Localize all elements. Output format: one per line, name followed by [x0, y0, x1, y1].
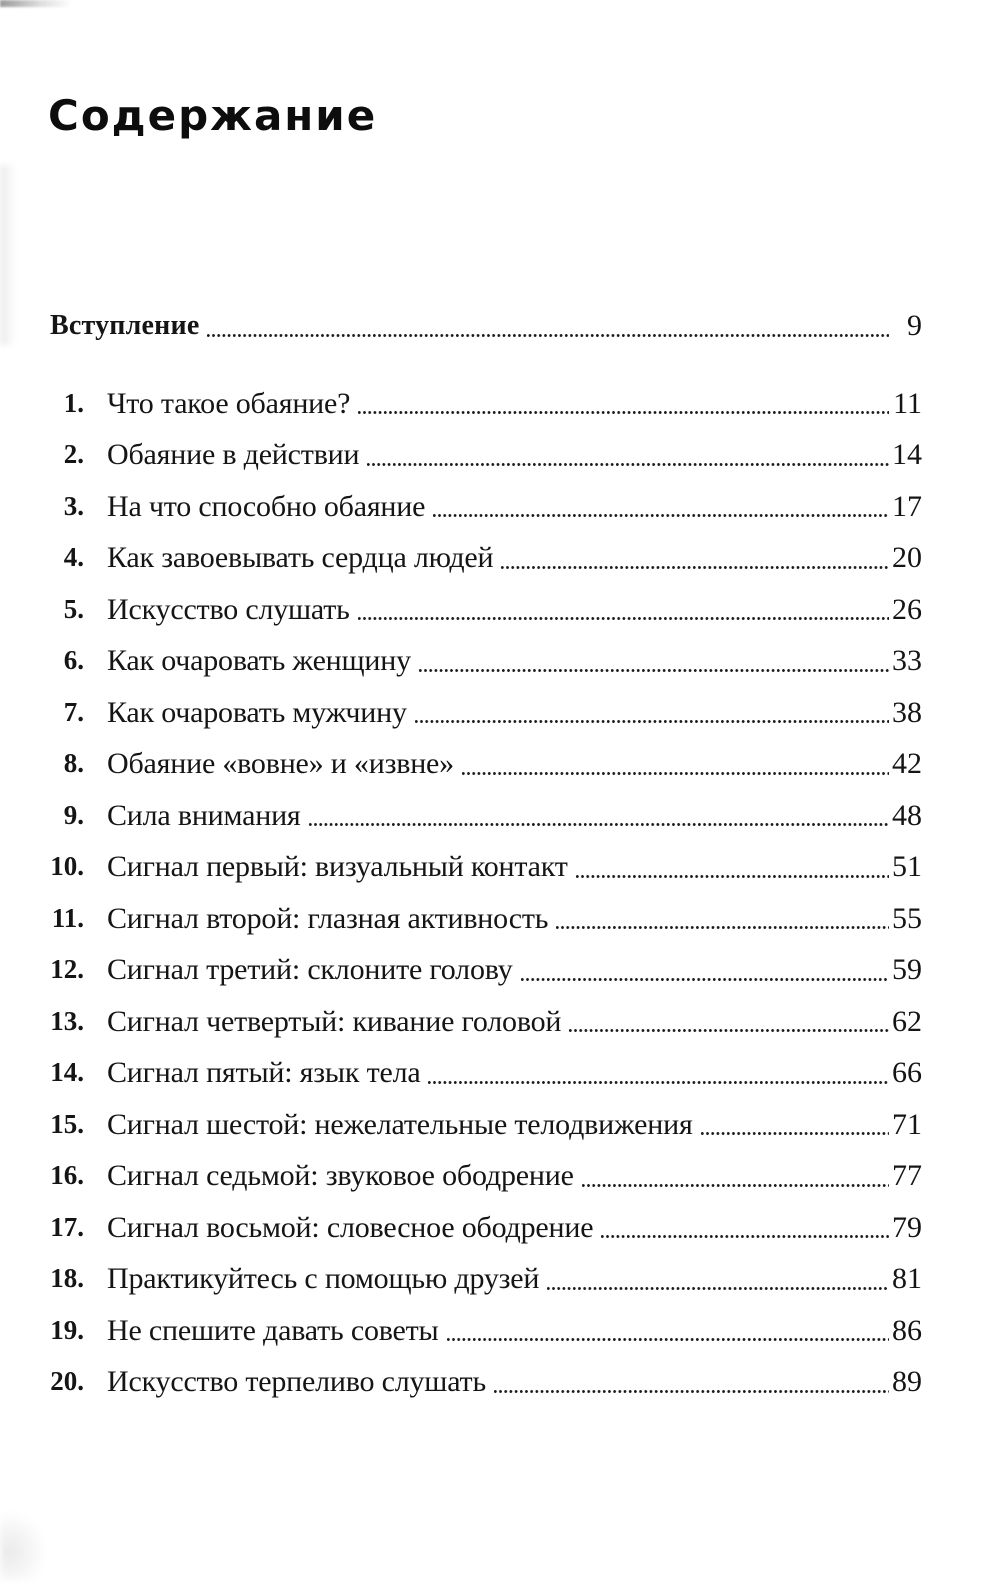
toc-entry-number: 14. — [50, 1057, 84, 1087]
toc-entry-title: Искусство терпеливо слушать — [107, 1365, 486, 1398]
toc-intro-label: Вступление — [50, 310, 200, 341]
dotted-leader — [568, 841, 892, 893]
toc-entry-title: Как завоевывать сердца людей — [107, 541, 494, 574]
toc-entry-row — [44, 429, 922, 481]
dotted-leader — [439, 1305, 892, 1357]
toc-entry-page-number: 20 — [892, 541, 922, 574]
dotted-leader — [359, 429, 892, 481]
toc-entry-title: Что такое обаяние? — [107, 386, 351, 420]
toc-entry-number: 16. — [50, 1160, 84, 1190]
toc-entry-title: Сигнал третий: склоните голову — [107, 953, 513, 986]
scan-artifact-top-left — [0, 0, 72, 7]
toc-entry-page-number: 55 — [892, 901, 922, 935]
dotted-leader — [693, 1099, 892, 1151]
toc-entry-page-number: 89 — [892, 1365, 922, 1398]
toc-entry-row — [44, 944, 922, 996]
toc-intro-row — [44, 300, 922, 352]
page-title: Содержание — [48, 91, 378, 140]
dotted-leader — [411, 635, 892, 687]
toc-entry-number: 19. — [50, 1314, 84, 1345]
toc-entry-page-number: 17 — [892, 489, 922, 523]
toc-entry-page-number: 48 — [892, 798, 922, 832]
dotted-leader — [513, 944, 893, 996]
toc-entry-title: Сигнал седьмой: звуковое ободрение — [107, 1159, 574, 1192]
dotted-leader — [301, 790, 892, 842]
toc-entry-title: Сила внимания — [107, 798, 301, 832]
dotted-leader — [407, 687, 892, 739]
toc-entry-title: Сигнал пятый: язык тела — [107, 1056, 421, 1089]
toc-entry-page-number: 26 — [892, 592, 922, 626]
dotted-leader — [539, 1253, 892, 1305]
toc-entry-number: 11. — [51, 902, 84, 933]
toc-entry-number: 13. — [50, 1005, 84, 1036]
dotted-leader — [548, 893, 892, 945]
toc-entry-row — [44, 1047, 922, 1099]
toc-entry-title: Обаяние «вовне» и «извне» — [107, 747, 454, 780]
toc-entry-number: 17. — [50, 1211, 84, 1242]
toc-entry-title: Сигнал первый: визуальный контакт — [107, 850, 568, 883]
toc-entry-row — [44, 378, 922, 430]
toc-entry-title: Не спешите давать советы — [107, 1313, 439, 1347]
table-of-contents — [44, 300, 922, 1408]
dotted-leader — [593, 1202, 892, 1254]
toc-entry-number: 7. — [63, 696, 84, 727]
toc-entry-row — [44, 687, 922, 739]
toc-entry-row — [44, 635, 922, 687]
toc-entry-page-number: 71 — [892, 1107, 922, 1141]
toc-entry-row — [44, 1356, 922, 1408]
toc-entry-number: 3. — [63, 490, 84, 521]
toc-entry-page-number: 66 — [892, 1056, 922, 1089]
dotted-leader — [574, 1150, 892, 1202]
toc-entry-number: 9. — [63, 799, 84, 830]
toc-entry-title: Сигнал восьмой: словесное ободрение — [107, 1210, 594, 1244]
toc-entry-row — [44, 996, 922, 1048]
dotted-leader — [561, 996, 892, 1048]
toc-entry-page-number: 79 — [892, 1210, 922, 1244]
scan-artifact-bottom-left — [0, 1510, 48, 1580]
toc-entry-page-number: 81 — [892, 1262, 922, 1295]
toc-entry-title: Как очаровать женщину — [107, 644, 411, 677]
toc-entry-page-number: 33 — [892, 644, 922, 677]
toc-entry-page-number: 42 — [892, 747, 922, 780]
toc-entry-row — [44, 1099, 922, 1151]
dotted-leader — [454, 738, 892, 790]
toc-entry-row — [44, 1253, 922, 1305]
toc-entry-row — [44, 1150, 922, 1202]
toc-entry-number: 10. — [50, 851, 84, 881]
toc-entry-page-number: 59 — [892, 953, 922, 986]
toc-entry-title: Искусство слушать — [107, 592, 350, 626]
toc-entry-row — [44, 481, 922, 533]
toc-entry-title: Практикуйтесь с помощью друзей — [107, 1262, 540, 1295]
toc-entry-row — [44, 584, 922, 636]
toc-entry-page-number: 38 — [892, 695, 922, 729]
toc-entry-row — [44, 1202, 922, 1254]
dotted-leader — [486, 1356, 892, 1408]
toc-entry-number: 8. — [63, 748, 84, 778]
toc-entry-page-number: 86 — [892, 1313, 922, 1347]
toc-entry-title: На что способно обаяние — [107, 489, 426, 523]
dotted-leader — [350, 584, 892, 636]
toc-entry-list — [44, 378, 922, 1408]
toc-entry-page-number: 62 — [892, 1004, 922, 1038]
toc-entry-number: 18. — [50, 1263, 84, 1293]
toc-entry-number: 2. — [63, 439, 84, 469]
toc-entry-number: 12. — [50, 954, 84, 984]
toc-entry-number: 6. — [63, 645, 84, 675]
dotted-leader — [493, 532, 892, 584]
toc-entry-title: Сигнал четвертый: кивание головой — [107, 1004, 562, 1038]
dotted-leader — [199, 300, 892, 352]
toc-entry-row — [44, 841, 922, 893]
toc-entry-number: 15. — [50, 1108, 84, 1139]
toc-entry-page-number: 51 — [892, 850, 922, 883]
toc-entry-page-number: 77 — [892, 1159, 922, 1192]
toc-intro-page-number: 9 — [907, 309, 922, 342]
toc-entry-row — [44, 790, 922, 842]
toc-entry-title: Обаяние в действии — [107, 438, 360, 471]
toc-entry-number: 20. — [50, 1366, 84, 1396]
toc-entry-number: 1. — [63, 387, 84, 418]
toc-entry-page-number: 11 — [893, 386, 922, 420]
dotted-leader — [420, 1047, 892, 1099]
dotted-leader — [425, 481, 892, 533]
toc-entry-title: Как очаровать мужчину — [107, 695, 407, 729]
toc-entry-row — [44, 738, 922, 790]
toc-entry-page-number: 14 — [892, 438, 922, 471]
toc-entry-number: 4. — [63, 542, 84, 572]
toc-entry-row — [44, 532, 922, 584]
toc-entry-row — [44, 1305, 922, 1357]
dotted-leader — [350, 378, 892, 430]
scan-artifact-left-streak — [0, 165, 16, 345]
toc-entry-title: Сигнал второй: глазная активность — [107, 901, 549, 935]
toc-entry-title: Сигнал шестой: нежелательные телодвижения — [107, 1107, 693, 1141]
toc-entry-row — [44, 893, 922, 945]
toc-entry-number: 5. — [63, 593, 84, 624]
